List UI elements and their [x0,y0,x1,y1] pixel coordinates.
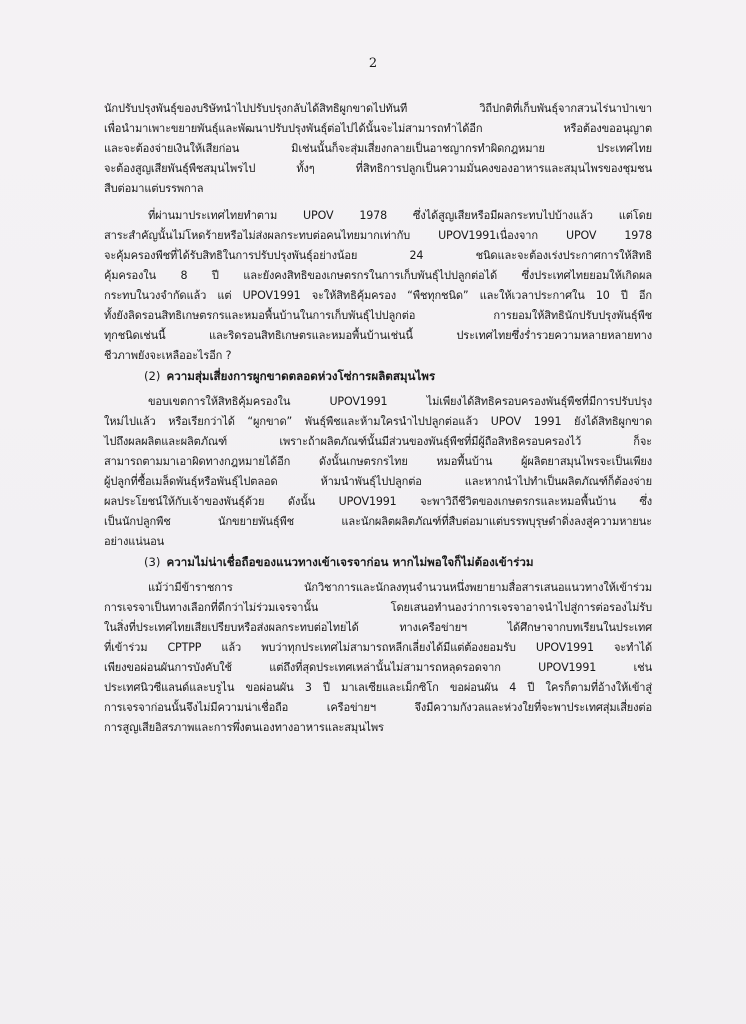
text-line: เป็นนักปลูกพืช นักขยายพันธุ์พืช และนักผลิตผลิตภัณฑ์ที่สืบต่อมาแต่บรรพบุรุษดำดิ่งลงสู่ความหายนะ [104,515,652,528]
text-line: อย่างแน่นอน [104,535,165,548]
text-line: การเจรจาก่อนนั้นจึงไม่มีความน่าเชื่อถือ เครือข่ายฯ จึงมีความกังวลและห่วงใยที่จะพาประเทศสุ่มเสี่ยงต่อ [104,701,652,714]
paragraph-negotiation-credibility [104,578,652,738]
text-line: ในสิ่งที่ประเทศไทยเสียเปรียบหรือส่งผลกระทบต่อไทยได้ ทางเครือข่ายฯ ได้ศึกษาจากบทเรียนในประเทศ [104,621,652,634]
text-line: ประเทศนิวซีแลนด์และบรูไน ขอผ่อนผัน 3 ปี มาเลเซียและเม็กซิโก ขอผ่อนผัน 4 ปี ใครก็ตามที่อ้างให้เข้าสู่ [104,681,652,694]
text-line: เพียงขอผ่อนผันการบังคับใช้ แต่ถึงที่สุดประเทศเหล่านั้นไม่สามารถหลุดรอดจาก UPOV1991 เช่น [104,661,652,674]
text-line: สามารถตามมาเอาผิดทางกฎหมายได้อีก ดังนั้นเกษตรกรไทย หมอพื้นบ้าน ผู้ผลิตยาสมุนไพรจะเป็นเพียง [104,455,652,468]
text-line: การเจรจาเป็นทางเลือกที่ดีกว่าไม่ร่วมเจรจานั้น โดยเสนอทำนองว่าการเจรจาอาจนำไปสู่การต่อรองไม่รับ [104,601,652,614]
section-title: ความสุ่มเสี่ยงการผูกขาดตลอดห่วงโซ่การผลิตสมุนไพร [166,369,436,383]
text-line: ขอบเขตการให้สิทธิคุ้มครองใน UPOV1991 ไม่เพียงได้สิทธิครอบครองพันธุ์พืชที่มีการปรับปรุง [148,395,652,408]
text-line: ทุกชนิดเช่นนี้ และริดรอนสิทธิเกษตรและหมอพื้นบ้านเช่นนี้ ประเทศไทยซึ่งร่ำรวยความหลายหลายทาง [104,329,652,342]
page-number: 2 [368,56,378,71]
text-line: สาระสำคัญนั้นไม่โหดร้ายหรือไม่ส่งผลกระทบต่อคนไทยมากเท่ากับ UPOV1991เนื่องจาก UPOV 1978 [104,229,652,242]
text-line: กระทบในวงจำกัดแล้ว แต่ UPOV1991 จะให้สิทธิคุ้มครอง “พืชทุกชนิด” และให้เวลาประกาศใน 10 ปี อีก [104,289,652,302]
text-line: ทั้งยังลิดรอนสิทธิเกษตรกรและหมอพื้นบ้านในการเก็บพันธุ์ไปปลูกต่อ การยอมให้สิทธินักปรับปรุงพันธุ์พืช [104,309,652,322]
text-line: คุ้มครองใน 8 ปี และยังคงสิทธิของเกษตรกรในการเก็บพันธุ์ไปปลูกต่อได้ ซึ่งประเทศไทยยอมให้เกิดผล [104,269,652,282]
text-line: การสูญเสียอิสรภาพและการพึ่งตนเองทางอาหารและสมุนไพร [104,721,384,734]
text-line: และจะต้องจ่ายเงินให้เสียก่อน มิเช่นนั้นก็จะสุ่มเสี่ยงกลายเป็นอาชญากรทำผิดกฎหมาย ประเทศไทย [104,142,652,155]
paragraph-monopoly-risk [104,392,652,552]
text-line: ผลประโยชน์ให้กับเจ้าของพันธุ์ด้วย ดังนั้น UPOV1991 จะพาวิถีชีวิตของเกษตรกรและหมอพื้นบ้าน ซึ่ง [104,495,652,508]
section-heading-3 [104,552,652,572]
text-line: ที่ผ่านมาประเทศไทยทำตาม UPOV 1978 ซึ่งได้สูญเสียหรือมีผลกระทบไปบ้างแล้ว แต่โดย [148,209,652,222]
section-number: (2) [144,369,161,383]
text-line: แม้ว่ามีข้าราชการ นักวิชาการและนักลงทุนจำนวนหนึ่งพยายามสื่อสารเสนอแนวทางให้เข้าร่วม [148,581,652,594]
body-text [104,99,652,738]
section-title: ความไม่น่าเชื่อถือของแนวทางเข้าเจรจาก่อน หากไม่พอใจก็ไม่ต้องเข้าร่วม [166,555,534,569]
section-heading-2 [104,366,652,386]
text-line: ผู้ปลูกที่ซื้อเมล็ดพันธุ์หรือพันธุ์ไปตลอด ห้ามนำพันธุ์ไปปลูกต่อ และหากนำไปทำเป็นผลิตภัณฑ์ก็ต้องจ่าย [104,475,652,488]
text-line: ที่เข้าร่วม CPTPP แล้ว พบว่าทุกประเทศไม่สามารถหลีกเลี่ยงได้มีแต่ต้องยอมรับ UPOV1991 จะทำได้ [104,641,652,654]
text-line: จะต้องสูญเสียพันธุ์พืชสมุนไพรไป ทั้งๆ ที่สิทธิการปลูกเป็นความมั่นคงของอาหารและสมุนไพรของชุมชน [104,162,652,175]
text-line: ไปถึงผลผลิตและผลิตภัณฑ์ เพราะถ้าผลิตภัณฑ์นั้นมีส่วนของพันธุ์พืชที่มีผู้ถือสิทธิครอบครองไว้ ก็จะ [104,435,652,448]
paragraph-seed-rights [104,99,652,199]
text-line: จะคุ้มครองพืชที่ได้รับสิทธิในการปรับปรุงพันธุ์อย่างน้อย 24 ชนิดและจะต้องเร่งประกาศการให้สิทธิ [104,249,652,262]
text-line: ใหม่ไปแล้ว หรือเรียกว่าได้ “ผูกขาด” พันธุ์พืชและห้ามใครนำไปปลูกต่อแล้ว UPOV 1991 ยังได้สิทธิผูกขาด [104,415,652,428]
paragraph-upov-comparison [104,206,652,366]
text-line: นักปรับปรุงพันธุ์ของบริษัทนำไปปรับปรุงกลับได้สิทธิผูกขาดไปทันที วิถีปกติที่เก็บพันธุ์จากสวนไร่นาป่าเขา [104,102,652,115]
text-line: ชีวภาพยังจะเหลืออะไรอีก ? [104,349,232,362]
text-line: สืบต่อมาแต่บรรพกาล [104,182,204,195]
text-line: เพื่อนำมาเพาะขยายพันธุ์และพัฒนาปรับปรุงพันธุ์ต่อไปได้นั้นจะไม่สามารถทำได้อีก หรือต้องขออนุญาต [104,122,652,135]
section-number: (3) [144,555,161,569]
